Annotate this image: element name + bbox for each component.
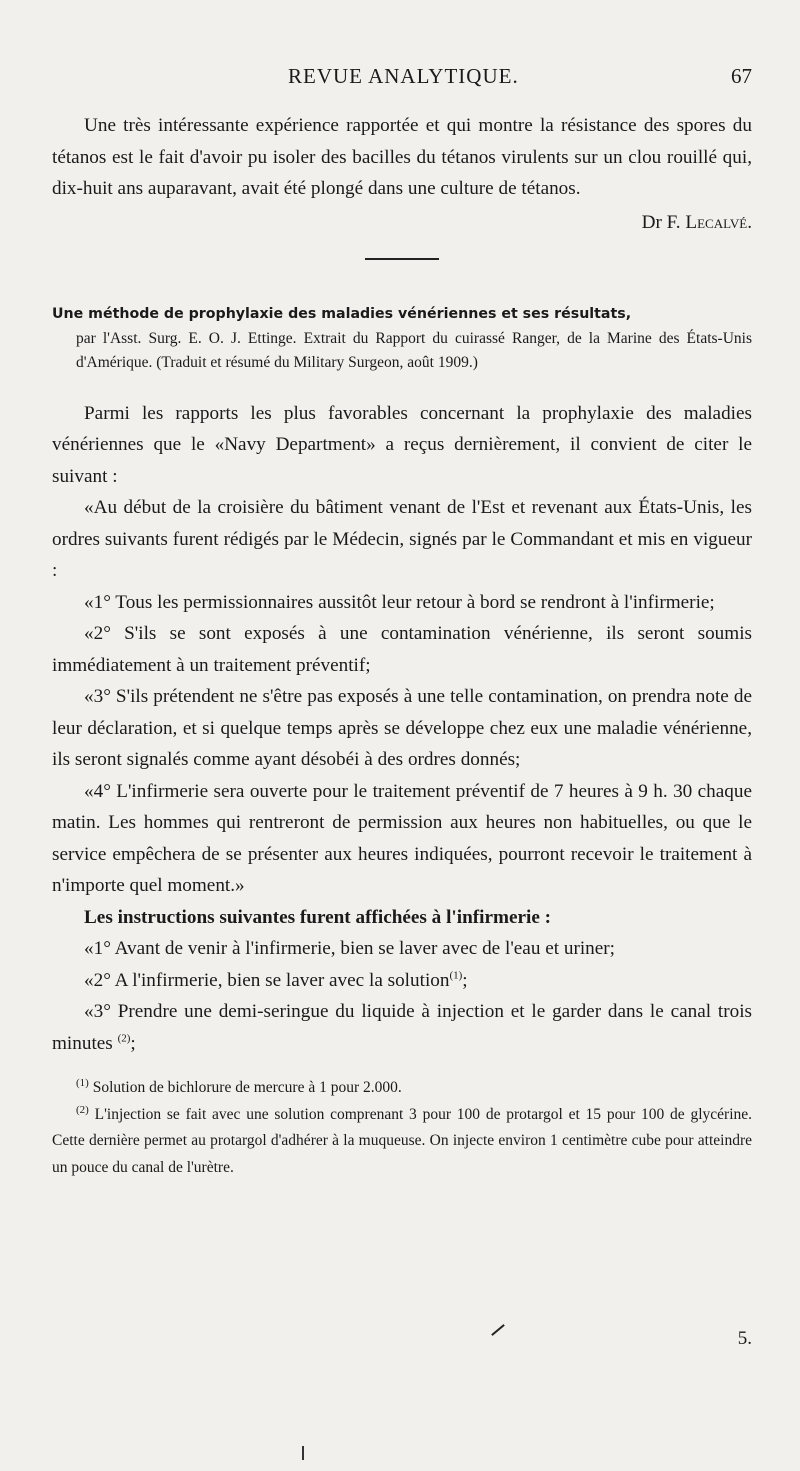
page-number: 67 <box>731 64 752 88</box>
order-item: «3° S'ils prétendent ne s'être pas exposés à une telle contamination, on prendra note de leur déclaration, et si quelque temps après se développe chez eux une maladie vénérienne, ils seront signalés comme ayant désobéi à des ordres donnés; <box>52 686 752 770</box>
footnote-text: Solution de bichlorure de mercure à 1 pour 2.000. <box>92 1079 402 1096</box>
article-title: Une méthode de prophylaxie des maladies vénériennes et ses résultats, <box>52 306 632 322</box>
footnote-ref: (2) <box>117 1032 131 1045</box>
paragraph: Les instructions suivantes furent affichées à l'infirmerie : <box>84 906 552 928</box>
instruction-end: ; <box>130 1032 136 1054</box>
footnote-mark: (2) <box>76 1103 89 1116</box>
paragraph: «Au début de la croisière du bâtiment venant de l'Est et revenant aux États-Unis, les ordres suivants furent rédigés par le Médecin, signés par le Commandant et mis en vigueur : <box>52 497 752 581</box>
page-body <box>52 110 752 1181</box>
signature-prefix: Dr F. <box>641 211 681 233</box>
footnote-ref: (1) <box>449 969 463 982</box>
signature-name: Lecalvé. <box>685 211 752 233</box>
binding-mark <box>302 1446 304 1460</box>
instruction-item: «1° Avant de venir à l'infirmerie, bien se laver avec de l'eau et uriner; <box>84 938 615 959</box>
instruction-end: ; <box>462 969 468 991</box>
article-heading <box>52 302 752 376</box>
footnote <box>52 1075 752 1102</box>
sheet-signature-mark: 5. <box>737 1328 752 1349</box>
pen-mark <box>491 1324 505 1336</box>
paragraph: Parmi les rapports les plus favorables concernant la prophylaxie des maladies vénériennes que le «Navy Department» a reçus dernièrement, il convient de citer le suivant : <box>52 402 752 487</box>
article-byline: par l'Asst. Surg. E. O. J. Ettinge. Extrait du Rapport du cuirassé Ranger, de la Marine des États-Unis d'Amérique. (Traduit et résumé du Military Surgeon, août 1909.) <box>76 329 752 371</box>
section-divider <box>365 258 439 260</box>
instruction-item <box>52 965 752 997</box>
footnotes <box>52 1075 752 1181</box>
instruction-item <box>52 996 752 1059</box>
running-title: REVUE ANALYTIQUE. <box>288 64 519 88</box>
running-header <box>52 64 752 94</box>
footnote-mark: (1) <box>76 1076 89 1089</box>
order-item: «4° L'infirmerie sera ouverte pour le traitement préventif de 7 heures à 9 h. 30 chaque matin. Les hommes qui rentreront de permission aux heures non habituelles, ou que le service empêchera de se présenter aux heures indiquées, pourront recevoir le traitement à n'importe quel moment.» <box>52 780 752 896</box>
intro-paragraph: Une très intéressante expérience rapportée et qui montre la résistance des spores du tétanos est le fait d'avoir pu isoler des bacilles du tétanos virulents sur un clou rouillé qui, dix-huit ans auparavant, avait été plongé dans une culture de tétanos. <box>52 115 752 199</box>
instruction-text: «2° A l'infirmerie, bien se laver avec la solution <box>84 969 450 991</box>
signature <box>52 207 752 239</box>
footnote <box>52 1102 752 1182</box>
instruction-text: «3° Prendre une demi-seringue du liquide à injection et le garder dans le canal trois minutes <box>52 1001 752 1054</box>
order-item: «2° S'ils se sont exposés à une contamination vénérienne, ils seront soumis immédiatement à un traitement préventif; <box>52 623 752 676</box>
order-item: «1° Tous les permissionnaires aussitôt leur retour à bord se rendront à l'infirmerie; <box>84 591 715 613</box>
footnote-text: L'injection se fait avec une solution comprenant 3 pour 100 de protargol et 15 pour 100 de glycérine. Cette dernière permet au protargol d'adhérer à la muqueuse. On injecte environ 1 centimètre cube pour atteindre un pouce du canal de l'urètre. <box>52 1105 753 1176</box>
